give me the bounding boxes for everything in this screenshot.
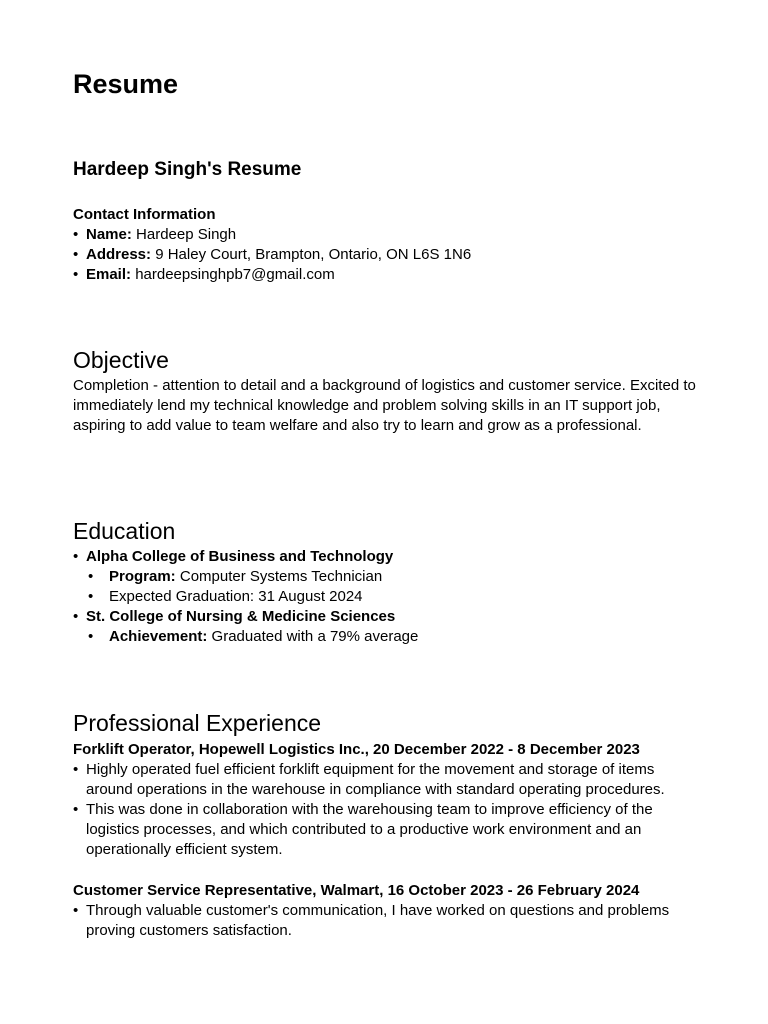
education-details (73, 567, 698, 607)
education-item (73, 607, 698, 647)
achievement-item (73, 627, 698, 647)
program-value: Computer Systems Technician (179, 568, 383, 585)
contact-heading: Contact Information (73, 206, 216, 223)
school-name: Alpha College of Business and Technology (86, 548, 394, 565)
contact-email (73, 265, 698, 285)
graduation-item: • Expected Graduation: 31 August 2024 (73, 587, 698, 607)
job-entry (73, 881, 698, 941)
education-item (73, 547, 698, 607)
objective-heading: Objective (73, 347, 169, 373)
job-bullets (73, 760, 698, 860)
school-name: St. College of Nursing & Medicine Sciences (86, 608, 396, 625)
program-label: Program: (109, 568, 176, 585)
address-label: Address: (86, 246, 152, 263)
education-list (73, 547, 698, 647)
contact-name (73, 225, 698, 245)
address-value: 9 Haley Court, Brampton, Ontario, ON L6S 1N6 (155, 246, 472, 263)
name-value: Hardeep Singh (136, 226, 237, 243)
contact-section (73, 205, 698, 285)
email-value: hardeepsinghpb7@gmail.com (135, 266, 335, 283)
experience-heading: Professional Experience (73, 710, 322, 736)
job-bullet: • Highly operated fuel efficient forklift equipment for the movement and storage of items around operations in the warehouse in compliance with standard operating procedures. (73, 760, 698, 800)
job-entry (73, 740, 698, 860)
education-heading: Education (73, 518, 176, 544)
page-title: Resume (73, 69, 179, 99)
resume-subtitle: Hardeep Singh's Resume (73, 159, 302, 180)
job-title: Customer Service Representative, Walmart, 16 October 2023 - 26 February 2024 (73, 882, 640, 899)
job-title: Forklift Operator, Hopewell Logistics Inc., 20 December 2022 - 8 December 2023 (73, 741, 640, 758)
achievement-value: Graduated with a 79% average (211, 628, 419, 645)
contact-list (73, 225, 698, 285)
objective-text: Completion - attention to detail and a background of logistics and customer service. Excited to immediately lend my technical knowledge and problem solving skills in an IT support job, aspiring to add value to team welfare and also try to learn and grow as a professional. (73, 377, 696, 434)
name-label: Name: (86, 226, 132, 243)
email-label: Email: (86, 266, 132, 283)
job-bullet: • This was done in collaboration with the warehousing team to improve efficiency of the logistics processes, and which contributed to a productive work environment and an operationally efficient system. (73, 800, 698, 860)
job-bullet: • Through valuable customer's communication, I have worked on questions and problems proving customers satisfaction. (73, 901, 698, 941)
achievement-label: Achievement: (109, 628, 208, 645)
education-details (73, 627, 698, 647)
program-item (73, 567, 698, 587)
job-bullets (73, 901, 698, 941)
contact-address (73, 245, 698, 265)
